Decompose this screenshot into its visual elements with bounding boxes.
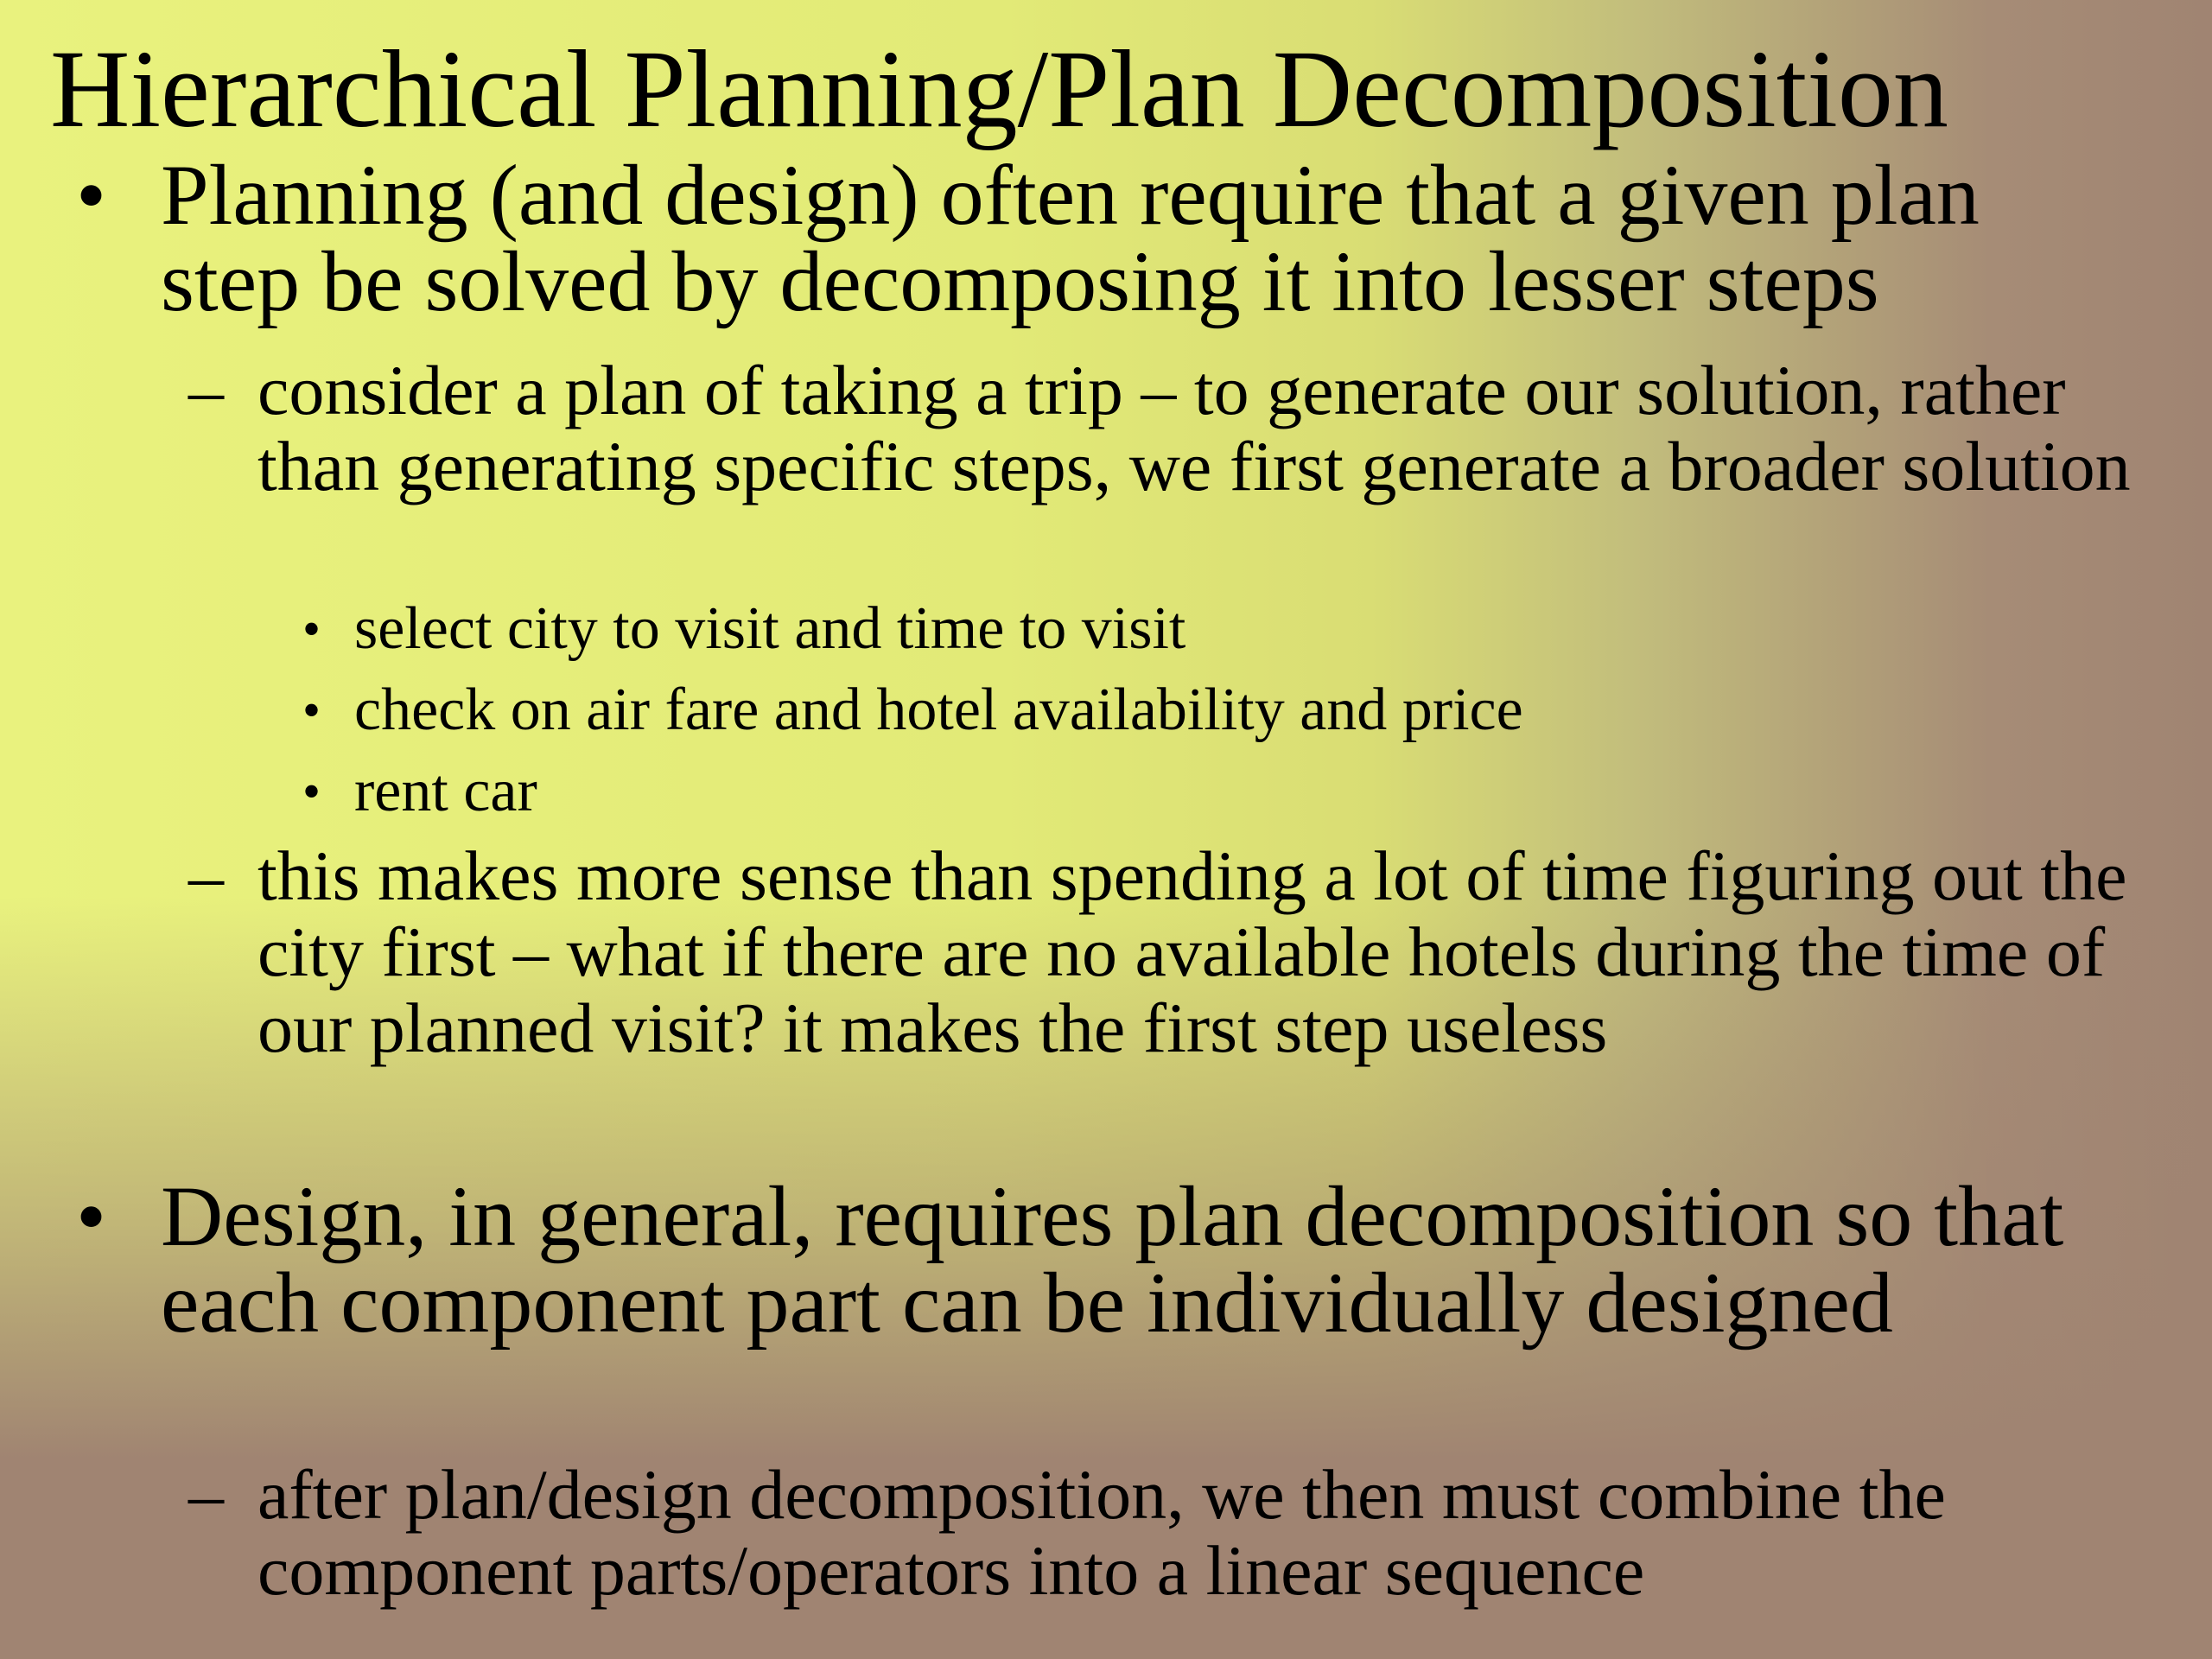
dash-marker: –: [188, 351, 224, 429]
bullet-text: Design, in general, requires plan decomposition so that each component part can be individually designed: [161, 1168, 2064, 1351]
sub-bullet-item: [188, 351, 2141, 505]
bullet-marker: •: [302, 763, 321, 820]
sub-bullet-text: after plan/design decomposition, we then must combine the component parts/operators into a linear sequence: [257, 1455, 1946, 1610]
bullet-text: Planning (and design) often require that a given plan step be solved by decomposing it into lesser steps: [161, 147, 1980, 329]
sub-bullet-text: consider a plan of taking a trip – to generate our solution, rather than generating specific steps, we first generate a broader solution: [257, 351, 2131, 505]
bullet-marker: •: [302, 682, 321, 739]
sub-bullet-item: [188, 836, 2141, 1067]
bullet-marker: •: [76, 1168, 107, 1264]
sub-sub-bullet-text: rent car: [354, 758, 537, 824]
bullet-marker: •: [76, 147, 107, 243]
sub-sub-bullet-text: check on air fare and hotel availability and price: [354, 677, 1523, 743]
sub-bullet-item: [188, 1455, 2141, 1610]
bullet-marker: •: [302, 601, 321, 658]
bullet-item: [76, 1168, 2122, 1351]
sub-sub-bullet-item: [302, 757, 2126, 826]
sub-sub-bullet-item: [302, 676, 2126, 745]
dash-marker: –: [188, 1455, 224, 1534]
sub-sub-bullet-item: [302, 594, 2126, 664]
bullet-item: [76, 147, 2122, 329]
sub-bullet-text: this makes more sense than spending a lot of time figuring out the city first – what if there are no available hotels during the time of our planned visit? it makes the first step useless: [257, 836, 2127, 1067]
dash-marker: –: [188, 836, 224, 915]
sub-sub-bullet-text: select city to visit and time to visit: [354, 595, 1186, 662]
slide-title: Hierarchical Planning/Plan Decomposition: [50, 28, 1948, 150]
